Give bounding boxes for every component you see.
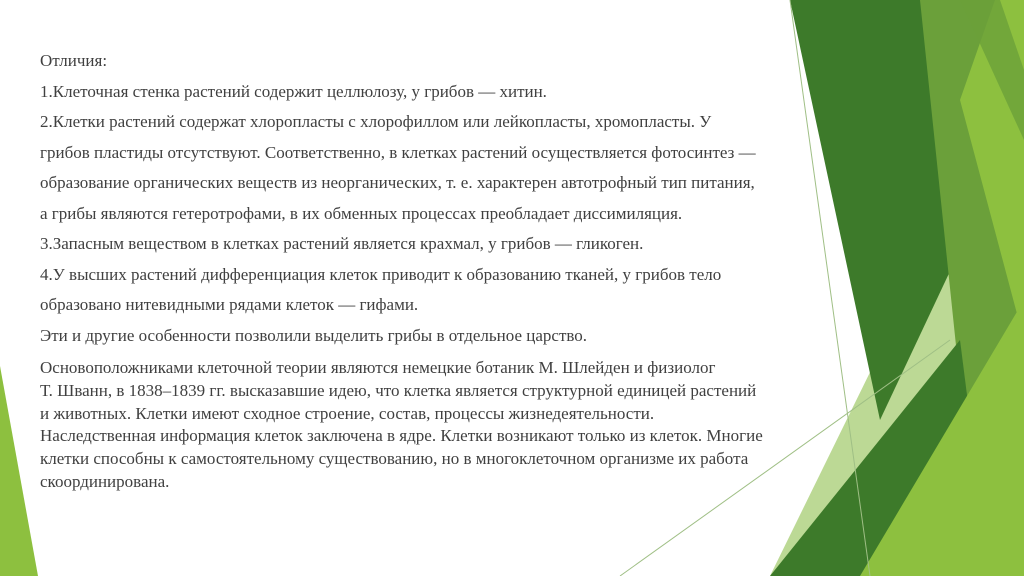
text-line: и животных. Клетки имеют сходное строение, состав, процессы жизнедеятельности. (40, 403, 655, 423)
text-line: Т. Шванн, в 1838–1839 гг. высказавшие идею, что клетка является структурной единицей растений (40, 380, 757, 400)
second-paragraph (40, 357, 965, 494)
heading: Отличия: (40, 51, 108, 70)
text-line: 4.У высших растений дифференциация клеток приводит к образованию тканей, у грибов тело (40, 264, 722, 284)
left-triangle-shape (0, 366, 38, 576)
text-line: скоординирована. (40, 471, 170, 491)
text-line: 3.Запасным веществом в клетках растений является крахмал, у грибов — гликоген. (40, 234, 644, 253)
text-line: Наследственная информация клеток заключена в ядре. Клетки возникают только из клеток. Многие (40, 426, 763, 446)
text-line: Основоположниками клеточной теории являются немецкие ботаник М. Шлейден и физиолог (40, 358, 716, 377)
text-line: грибов пластиды отсутствуют. Соответственно, в клетках растений осуществляется фотосинтез — (40, 142, 756, 162)
slide-text (40, 46, 965, 494)
text-line: Эти и другие особенности позволили выделить грибы в отдельное царство. (40, 325, 588, 345)
text-line: образование органических веществ из неорганических, т. е. характерен автотрофный тип питания, (40, 173, 755, 192)
text-line: а грибы являются гетеротрофами, в их обменных процессах преобладает диссимиляция. (40, 203, 683, 223)
text-line: 2.Клетки растений содержат хлоропласты с хлорофиллом или лейкопласты, хромопласты. У (40, 112, 712, 131)
text-line: 1.Клеточная стенка растений содержит целлюлозу, у грибов — хитин. (40, 81, 547, 101)
text-line: образовано нитевидными рядами клеток — гифами. (40, 295, 419, 314)
text-line: клетки способны к самостоятельному существованию, но в многоклеточном организме их работа (40, 449, 749, 469)
